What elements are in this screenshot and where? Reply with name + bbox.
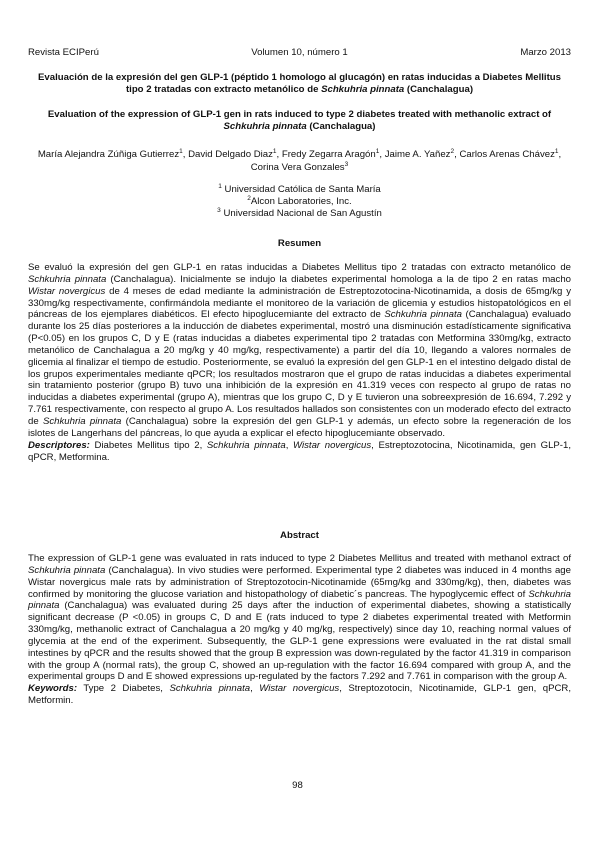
text-segment: ,: [285, 439, 293, 451]
italic-term: Schkuhria pinnata: [28, 273, 107, 285]
text-segment: The expression of GLP-1 gene was evaluated in rats induced to type 2 Diabetes Mellitus and treated with methanol extract of: [28, 553, 571, 564]
issue-date: Marzo 2013: [520, 47, 571, 58]
italic-term: Wistar novergicus: [28, 285, 106, 297]
text-segment: (Canchalagua) evaluado durante los 25 días posteriores a la inducción de diabetes experimental, mostró una disminución estadísticamente significativa (P<0.05) en los grupos C, D y E (ratas inducidas a diabetes experimental tipo 2 tratadas con Metformina 330mg/kg, extracto metanólico de Canchalagua a 20 mg/kg y 40 mg/kg, respectivamente) a partir del día 10, llegando a valores normales de glicemia al finalizar el tiempo de estudio. Posteriormente, se evaluó la expresión del gen GLP-1 en el intestino delgado distal de los grupos experimentales mediante qPCR; los resultados mostraron que el grupo de ratas inducidas a diabetes experimental sin tratamiento posterior (grupo B) tuvo una inhibición de la expresión en 41.319 veces con respecto al grupo de ratas no inducidas a diabetes experimental (grupo A), mientras que los grupo C, D y E tuvieron una sobreexpresión de 16.694, 7.292 y 7.761 respectivamente, con respecto al grupo A. Los resultados hallados son consistentes con un moderado efecto del extracto de: [28, 309, 571, 427]
text-segment: Diabetes Mellitus tipo 2,: [89, 439, 207, 451]
abstract-body: [28, 553, 571, 707]
title-english-species: Schkuhria pinnata: [223, 121, 307, 133]
descriptores-label: Descriptores:: [28, 439, 90, 451]
title-spanish: Evaluación de la expresión del gen GLP-1 (péptido 1 homologo al glucagón) en ratas inducidas a Diabetes Mellitus tipo 2 tratadas con extracto metanólico de Schkuhria pinnata (Canchalagua): [38, 72, 561, 96]
running-header: [28, 47, 571, 59]
italic-term: Schkuhria pinnata: [28, 564, 106, 576]
journal-name: Revista ECIPerú: [28, 47, 99, 58]
text-segment: (Canchalagua) was evaluated during 25 days after the induction of experimental diabetes, showing a statistically significant decrease (P <0.05) in groups C, D and E (rats induced to type 2 diabetes experimental treated with Metformin 330mg/kg, methanolic extract of Canchalagua a 20 mg/kg y 40 mg/kg, respectively) since day 10, reaching normal values of glycemia at the end of the experiment. Subsequently, the GLP-1 gene expressions were evaluated in the rat distal small intestines by qPCR and the results showed that the group B expression was down-regulated by the factor 41.319 in comparison with the group A (normal rats), the group C, showed an up-regulation with the factor 16.694 compared with group A, and the experimental groups D and E showed expressions up-regulated by the factors 7.292 and 7.761 in comparison with the group A.: [28, 600, 571, 683]
volume-issue: Volumen 10, número 1: [251, 47, 348, 58]
author: Carlos Arenas Chávez$^1$,: [459, 147, 562, 160]
italic-term: Schkuhria pinnata: [42, 415, 122, 427]
text-segment: (Canchalagua). Inicialmente se indujo la diabetes experimental homologa a la de tipo 2 en ratas macho: [106, 273, 571, 285]
text-segment: (Canchalagua). In vivo studies were performed. Experimental type 2 diabetes was induced in 4 months age Wistar novergicus male rats by administration of Streptozotocin-Nicotinamide (65mg/kg and 330mg/kg), then, diabetes was confirmed by monitoring the glucose variation and histopathology of diabetic´s pancreas. The hypoglycemic effect of: [28, 564, 571, 600]
author: María Alejandra Zúñiga Gutierrez$^1$,: [37, 147, 189, 160]
affiliation-list: [28, 184, 571, 221]
author: Jaime A. Yañez$^2$,: [384, 147, 460, 160]
author-list: [28, 148, 571, 174]
italic-term: Schkuhria pinnata: [384, 309, 463, 321]
keywords-label: Keywords:: [28, 683, 78, 695]
affiliation-item: $^2$Alcon Laboratories, Inc.: [247, 195, 352, 208]
author: Fredy Zegarra Aragón$^1$,: [281, 147, 385, 160]
italic-term: Schkuhria pinnata: [169, 683, 251, 695]
resumen-text: [28, 262, 571, 439]
text-segment: (Canchalagua) sobre la expresión del gen GLP-1 y además, un efecto sobre la regeneración de los islotes de Langerhans del páncreas, lo que ayuda a explicar el efecto hipoglucemiante observado.: [28, 415, 571, 439]
abstract-text: [28, 553, 571, 682]
text-segment: Type 2 Diabetes,: [77, 683, 170, 695]
affiliation-item: $^3$ Universidad Nacional de San Agustín: [217, 207, 382, 220]
abstract-heading: Abstract: [280, 530, 319, 541]
descriptores-list: [28, 440, 571, 463]
author: David Delgado Diaz$^1$,: [188, 147, 282, 160]
text-segment: Se evaluó la expresión del gen GLP-1 en ratas inducidas a Diabetes Mellitus tipo 2 tratadas con extracto metanólico de: [28, 262, 571, 273]
italic-term: Wistar novergicus: [293, 439, 372, 451]
italic-term: Schkuhria pinnata: [206, 439, 286, 451]
resumen-heading: Resumen: [277, 238, 322, 249]
italic-term: Schkuhria pinnata: [28, 588, 571, 612]
text-segment: de 4 meses de edad mediante la administración de Estreptozotocina-Nicotinamida, a dosis de 65mg/kg y 330mg/kg respectivamente, confirmándola mediante el monitoreo de la variación de glicemia y estudios histopatológicos en el páncreas de los ejemplares diabéticos. El efecto hipoglucemiante del extracto de: [28, 285, 571, 321]
keywords-list: [28, 683, 571, 706]
page-number: 98: [292, 780, 303, 791]
resumen-body: [28, 262, 571, 463]
text-segment: , Estreptozotocina, Nicotinamida, gen GLP-1, qPCR, Metformina.: [28, 439, 571, 463]
affiliation-item: $^1$ Universidad Católica de Santa María: [218, 182, 381, 195]
title-english: Evaluation of the expression of GLP-1 gen in rats induced to type 2 diabetes treated with methanolic extract of Schkuhria pinnata (Canchalagua): [47, 109, 552, 133]
text-segment: ,: [250, 683, 260, 695]
text-segment: , Streptozotocin, Nicotinamide, GLP-1 gen, qPCR, Metformin.: [28, 683, 572, 707]
italic-term: Wistar novergicus: [259, 683, 340, 695]
title-spanish-species: Schkuhria pinnata: [321, 84, 405, 96]
author: Corina Vera Gonzales$^3$: [250, 160, 349, 173]
